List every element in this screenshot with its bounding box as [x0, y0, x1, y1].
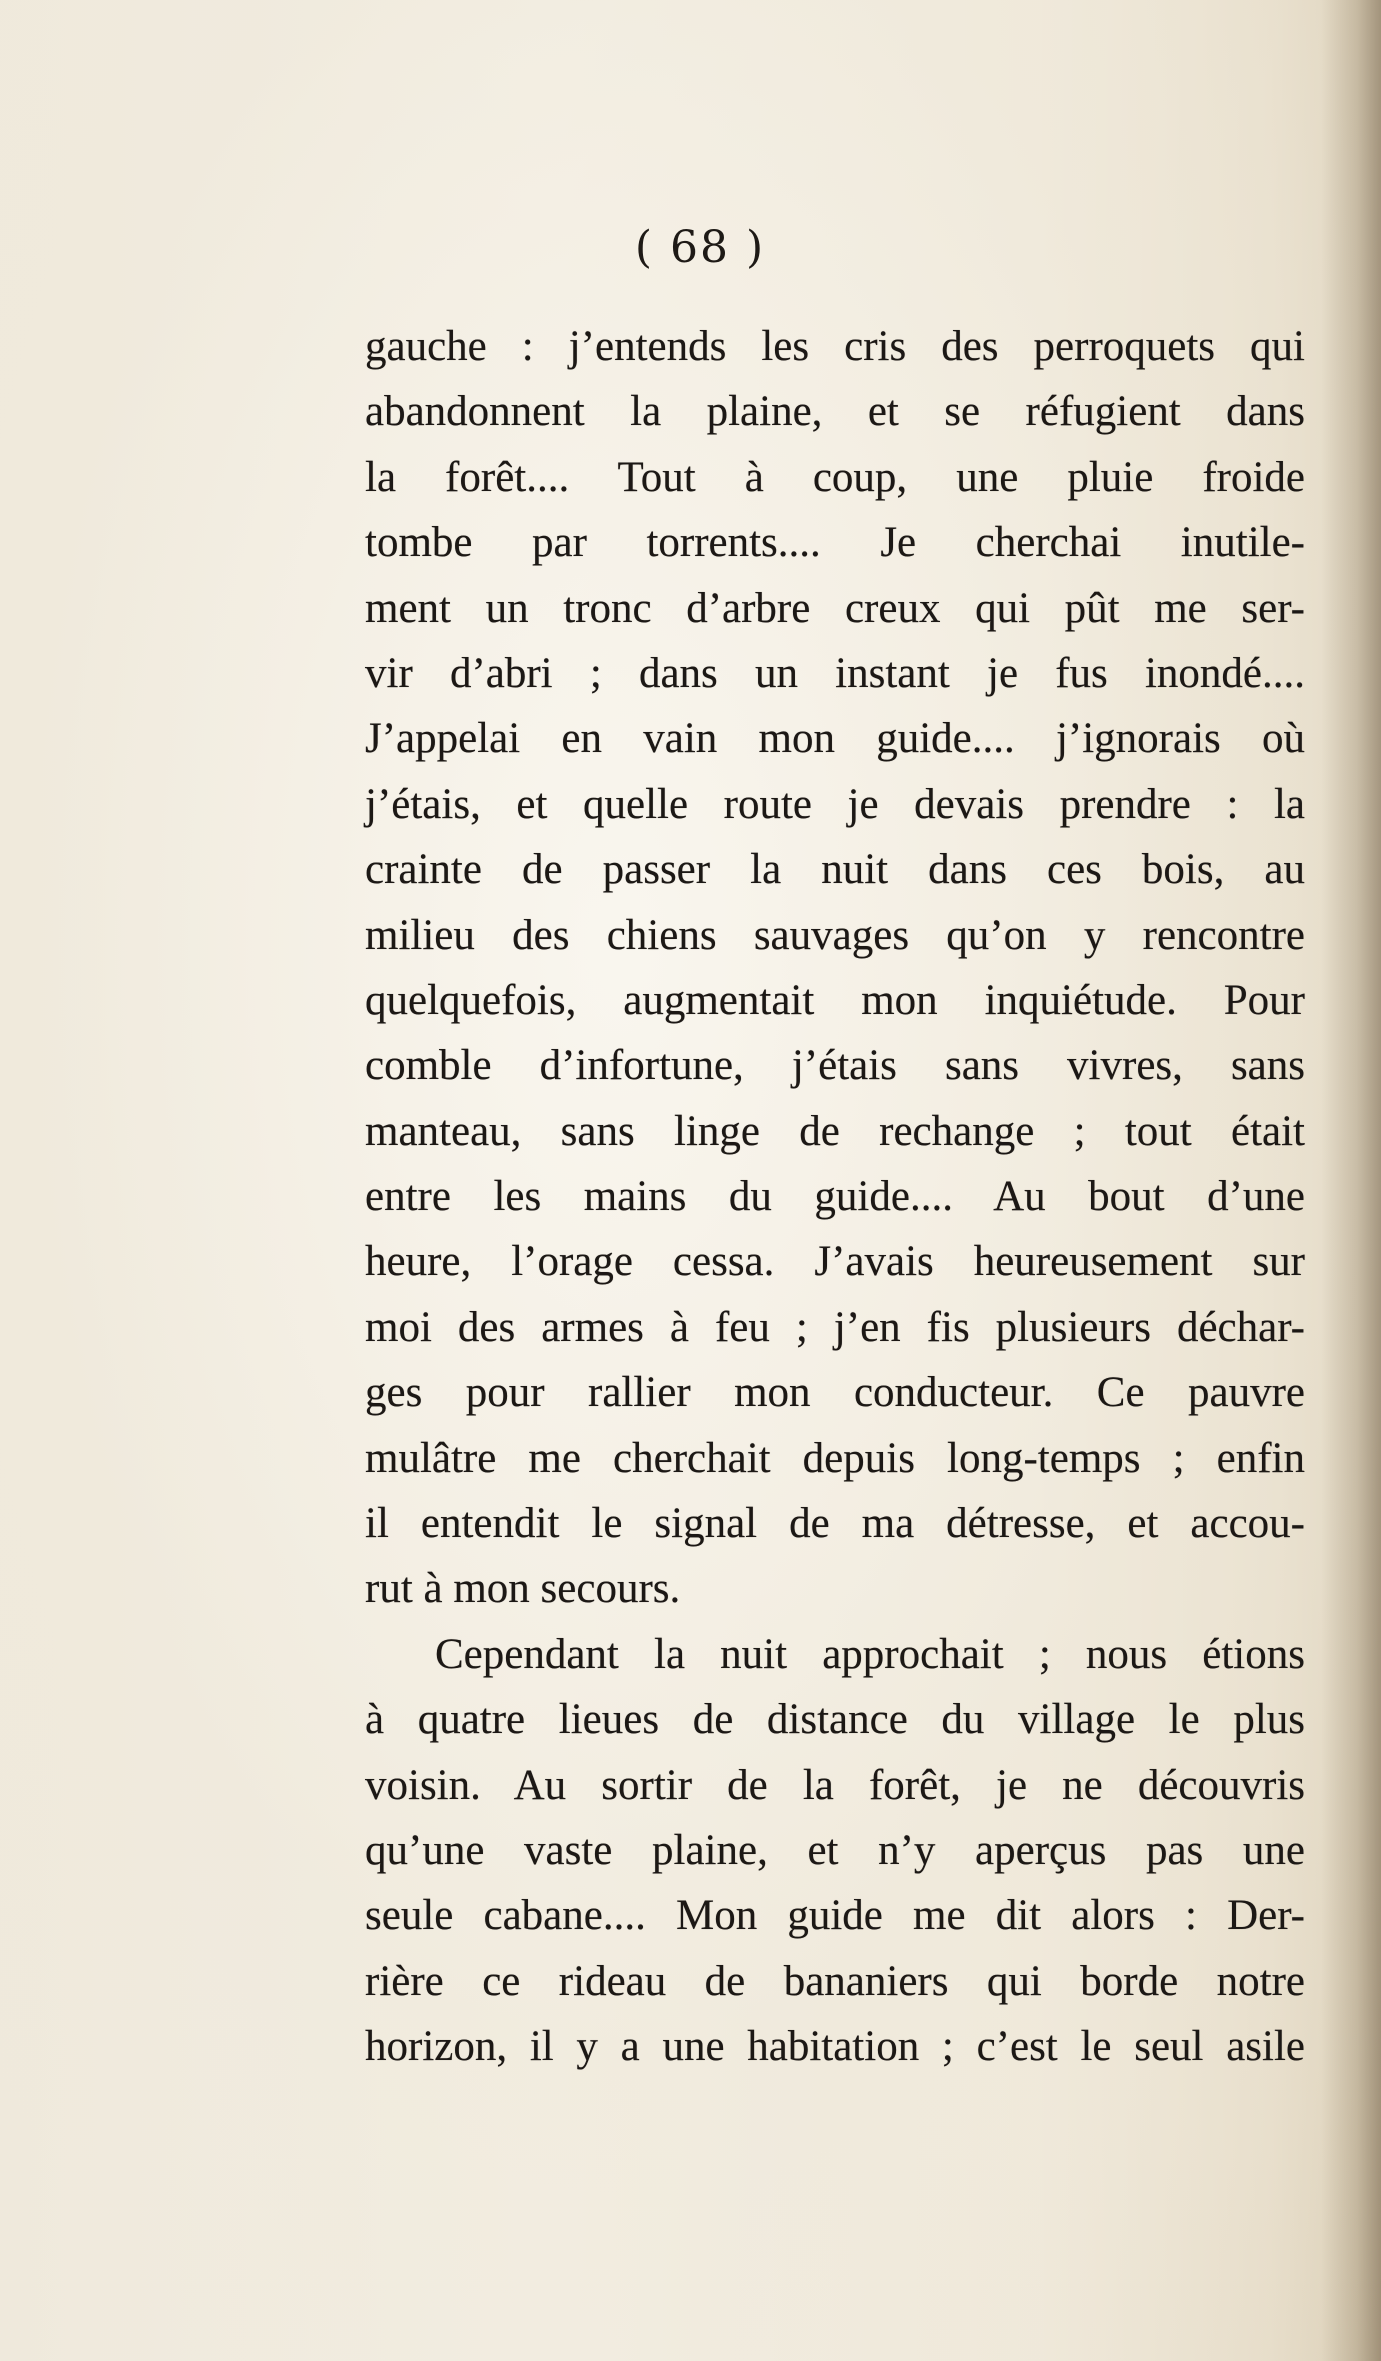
- text-line: manteau, sans linge de rechange ; tout était: [365, 1107, 1305, 1155]
- text-line: vir d’abri ; dans un instant je fus inondé....: [365, 649, 1305, 697]
- text-line: heure, l’orage cessa. J’avais heureusement sur: [365, 1238, 1305, 1286]
- text-line: il entendit le signal de ma détresse, et accou-: [365, 1500, 1305, 1548]
- text-line: gauche : j’entends les cris des perroquets qui: [365, 323, 1305, 370]
- text-line: J’appelai en vain mon guide.... j’ignorais où: [365, 715, 1305, 763]
- text-line: mulâtre me cherchait depuis long-temps ; enfin: [365, 1434, 1305, 1482]
- text-line: moi des armes à feu ; j’en fis plusieurs déchar-: [365, 1303, 1305, 1351]
- binding-shadow: [1321, 0, 1381, 2361]
- text-line: ment un tronc d’arbre creux qui pût me ser-: [365, 584, 1305, 632]
- text-line: comble d’infortune, j’étais sans vivres, sans: [365, 1042, 1305, 1090]
- text-line: qu’une vaste plaine, et n’y aperçus pas une: [365, 1826, 1305, 1874]
- text-line: horizon, il y a une habitation ; c’est le seul asile: [365, 2023, 1305, 2071]
- page-number: ( 68 ): [634, 222, 766, 273]
- text-line: voisin. Au sortir de la forêt, je ne découvris: [365, 1761, 1305, 1809]
- text-line: ges pour rallier mon conducteur. Ce pauvre: [365, 1369, 1305, 1417]
- text-line: j’étais, et quelle route je devais prendre : la: [365, 780, 1305, 828]
- text-line: milieu des chiens sauvages qu’on y rencontre: [365, 911, 1305, 959]
- text-line: quelquefois, augmentait mon inquiétude. Pour: [365, 976, 1305, 1024]
- text-line: rut à mon secours.: [365, 1565, 681, 1613]
- text-line: crainte de passer la nuit dans ces bois, au: [365, 846, 1305, 894]
- text-line: Cependant la nuit approchait ; nous étions: [435, 1630, 1305, 1678]
- text-line: seule cabane.... Mon guide me dit alors : Der-: [365, 1892, 1305, 1940]
- text-line: rière ce rideau de bananiers qui borde notre: [365, 1957, 1305, 2005]
- text-line: tombe par torrents.... Je cherchai inutile-: [365, 519, 1305, 567]
- text-line: entre les mains du guide.... Au bout d’une: [365, 1173, 1305, 1221]
- text-line: la forêt.... Tout à coup, une pluie froide: [365, 453, 1305, 501]
- text-line: abandonnent la plaine, et se réfugient dans: [365, 388, 1305, 436]
- body-text: [365, 314, 1305, 2080]
- text-line: à quatre lieues de distance du village le plus: [365, 1696, 1305, 1744]
